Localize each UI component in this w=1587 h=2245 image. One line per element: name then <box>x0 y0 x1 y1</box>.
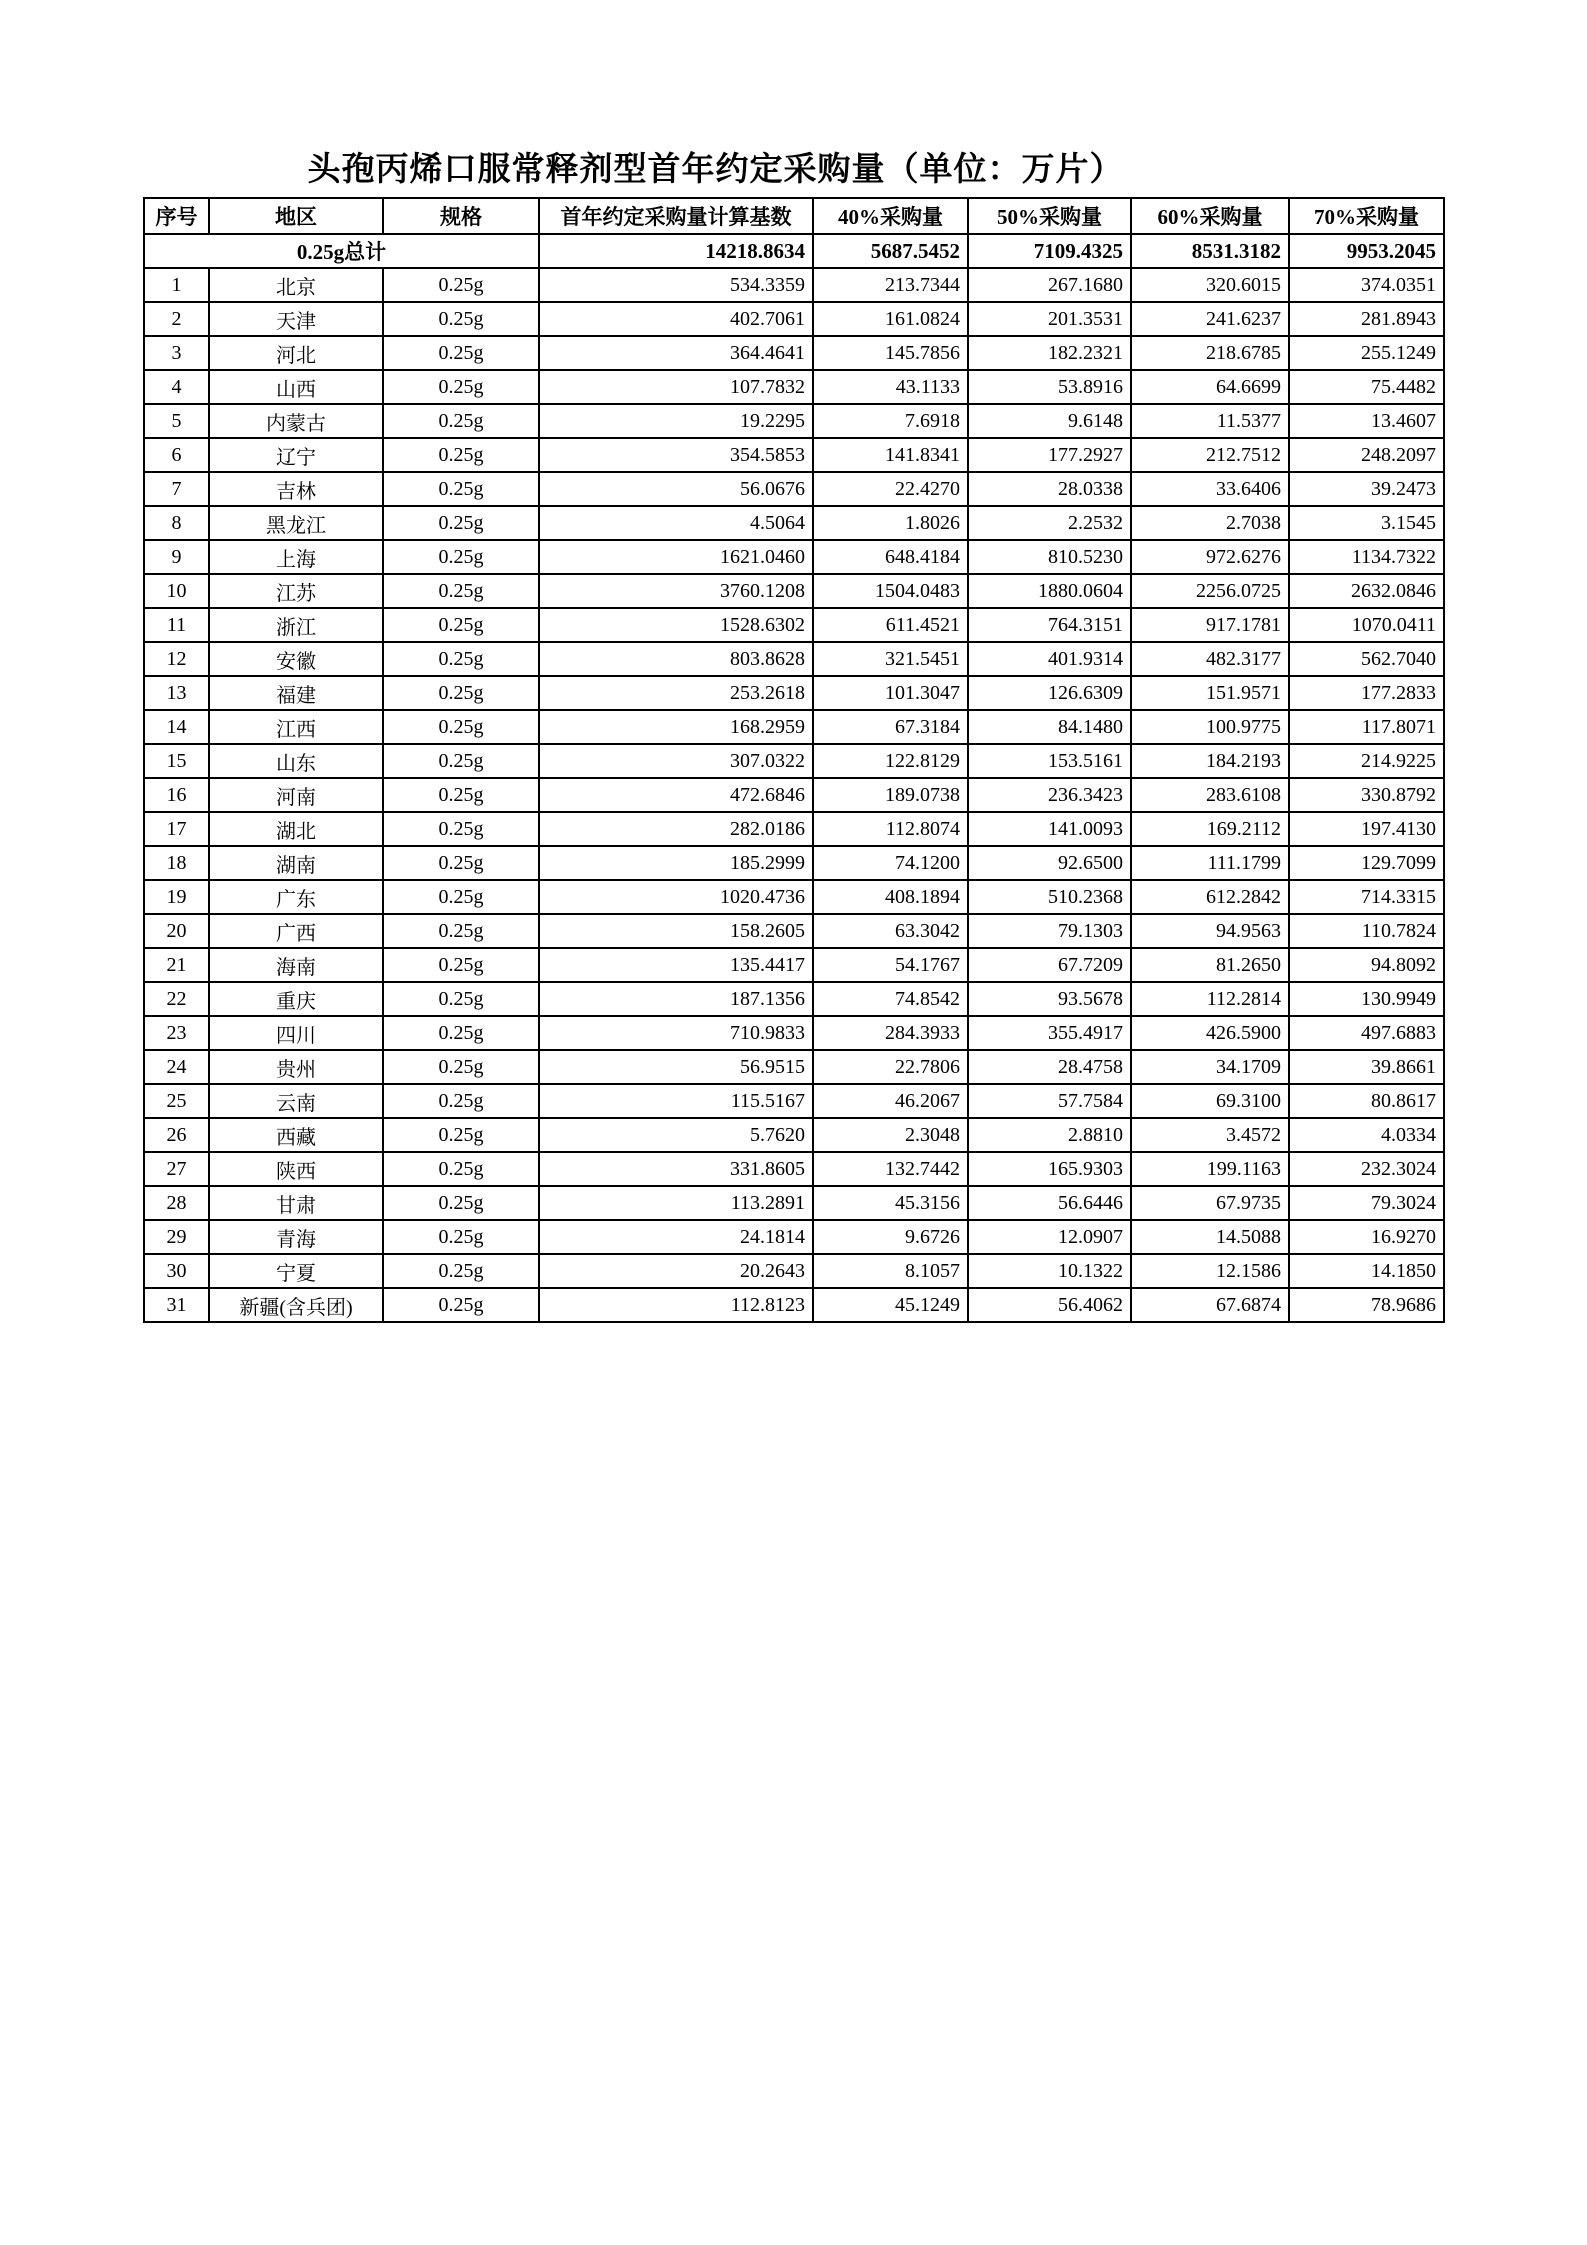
pct40-cell: 9.6726 <box>813 1220 968 1254</box>
spec-cell: 0.25g <box>383 778 539 812</box>
spec-cell: 0.25g <box>383 948 539 982</box>
row-index-cell: 11 <box>144 608 209 642</box>
spec-cell: 0.25g <box>383 1186 539 1220</box>
row-index-cell: 8 <box>144 506 209 540</box>
table-row <box>144 302 1444 336</box>
pct70-cell: 129.7099 <box>1289 846 1444 880</box>
pct70-cell: 214.9225 <box>1289 744 1444 778</box>
row-index-cell: 22 <box>144 982 209 1016</box>
row-index-cell: 15 <box>144 744 209 778</box>
pct60-cell: 81.2650 <box>1131 948 1289 982</box>
region-cell: 四川 <box>209 1016 383 1050</box>
table-row <box>144 506 1444 540</box>
pct40-cell: 611.4521 <box>813 608 968 642</box>
spec-cell: 0.25g <box>383 1152 539 1186</box>
row-index-cell: 17 <box>144 812 209 846</box>
col-header-region: 地区 <box>209 198 383 234</box>
table-row <box>144 778 1444 812</box>
total-40pct-cell: 5687.5452 <box>813 234 968 268</box>
region-cell: 江西 <box>209 710 383 744</box>
row-index-cell: 13 <box>144 676 209 710</box>
pct60-cell: 33.6406 <box>1131 472 1289 506</box>
spec-cell: 0.25g <box>383 438 539 472</box>
pct40-cell: 1.8026 <box>813 506 968 540</box>
base-cell: 113.2891 <box>539 1186 813 1220</box>
spec-cell: 0.25g <box>383 1288 539 1322</box>
region-cell: 北京 <box>209 268 383 302</box>
pct60-cell: 100.9775 <box>1131 710 1289 744</box>
pct70-cell: 248.2097 <box>1289 438 1444 472</box>
pct70-cell: 330.8792 <box>1289 778 1444 812</box>
row-index-cell: 21 <box>144 948 209 982</box>
table-row <box>144 880 1444 914</box>
row-index-cell: 18 <box>144 846 209 880</box>
pct70-cell: 14.1850 <box>1289 1254 1444 1288</box>
region-cell: 湖南 <box>209 846 383 880</box>
base-cell: 1621.0460 <box>539 540 813 574</box>
pct40-cell: 8.1057 <box>813 1254 968 1288</box>
spec-cell: 0.25g <box>383 574 539 608</box>
pct40-cell: 67.3184 <box>813 710 968 744</box>
region-cell: 黑龙江 <box>209 506 383 540</box>
spec-cell: 0.25g <box>383 880 539 914</box>
pct50-cell: 10.1322 <box>968 1254 1131 1288</box>
row-index-cell: 2 <box>144 302 209 336</box>
pct50-cell: 56.4062 <box>968 1288 1131 1322</box>
table-row <box>144 812 1444 846</box>
pct60-cell: 12.1586 <box>1131 1254 1289 1288</box>
region-cell: 山西 <box>209 370 383 404</box>
table-row <box>144 268 1444 302</box>
pct60-cell: 482.3177 <box>1131 642 1289 676</box>
pct40-cell: 7.6918 <box>813 404 968 438</box>
row-index-cell: 29 <box>144 1220 209 1254</box>
base-cell: 803.8628 <box>539 642 813 676</box>
pct50-cell: 126.6309 <box>968 676 1131 710</box>
region-cell: 山东 <box>209 744 383 778</box>
pct60-cell: 2256.0725 <box>1131 574 1289 608</box>
pct50-cell: 764.3151 <box>968 608 1131 642</box>
row-index-cell: 3 <box>144 336 209 370</box>
base-cell: 187.1356 <box>539 982 813 1016</box>
table-row <box>144 710 1444 744</box>
pct60-cell: 320.6015 <box>1131 268 1289 302</box>
spec-cell: 0.25g <box>383 1220 539 1254</box>
pct40-cell: 161.0824 <box>813 302 968 336</box>
region-cell: 重庆 <box>209 982 383 1016</box>
region-cell: 内蒙古 <box>209 404 383 438</box>
table-row <box>144 948 1444 982</box>
spec-cell: 0.25g <box>383 336 539 370</box>
pct70-cell: 1070.0411 <box>1289 608 1444 642</box>
base-cell: 307.0322 <box>539 744 813 778</box>
base-cell: 364.4641 <box>539 336 813 370</box>
spec-cell: 0.25g <box>383 472 539 506</box>
pct70-cell: 110.7824 <box>1289 914 1444 948</box>
region-cell: 辽宁 <box>209 438 383 472</box>
pct70-cell: 714.3315 <box>1289 880 1444 914</box>
row-index-cell: 16 <box>144 778 209 812</box>
pct50-cell: 401.9314 <box>968 642 1131 676</box>
pct40-cell: 321.5451 <box>813 642 968 676</box>
pct60-cell: 283.6108 <box>1131 778 1289 812</box>
pct40-cell: 2.3048 <box>813 1118 968 1152</box>
pct60-cell: 612.2842 <box>1131 880 1289 914</box>
spec-cell: 0.25g <box>383 370 539 404</box>
pct70-cell: 80.8617 <box>1289 1084 1444 1118</box>
pct50-cell: 267.1680 <box>968 268 1131 302</box>
procurement-table <box>143 197 1445 1323</box>
pct40-cell: 74.1200 <box>813 846 968 880</box>
pct50-cell: 165.9303 <box>968 1152 1131 1186</box>
spec-cell: 0.25g <box>383 982 539 1016</box>
base-cell: 112.8123 <box>539 1288 813 1322</box>
spec-cell: 0.25g <box>383 1084 539 1118</box>
base-cell: 282.0186 <box>539 812 813 846</box>
row-index-cell: 23 <box>144 1016 209 1050</box>
table-row <box>144 1050 1444 1084</box>
spec-cell: 0.25g <box>383 302 539 336</box>
pct50-cell: 355.4917 <box>968 1016 1131 1050</box>
pct70-cell: 117.8071 <box>1289 710 1444 744</box>
region-cell: 湖北 <box>209 812 383 846</box>
pct50-cell: 93.5678 <box>968 982 1131 1016</box>
pct40-cell: 22.7806 <box>813 1050 968 1084</box>
pct60-cell: 151.9571 <box>1131 676 1289 710</box>
pct70-cell: 497.6883 <box>1289 1016 1444 1050</box>
region-cell: 天津 <box>209 302 383 336</box>
spec-cell: 0.25g <box>383 1118 539 1152</box>
pct60-cell: 241.6237 <box>1131 302 1289 336</box>
region-cell: 云南 <box>209 1084 383 1118</box>
spec-cell: 0.25g <box>383 846 539 880</box>
base-cell: 402.7061 <box>539 302 813 336</box>
pct50-cell: 92.6500 <box>968 846 1131 880</box>
pct40-cell: 22.4270 <box>813 472 968 506</box>
base-cell: 472.6846 <box>539 778 813 812</box>
base-cell: 107.7832 <box>539 370 813 404</box>
pct50-cell: 56.6446 <box>968 1186 1131 1220</box>
table-row <box>144 608 1444 642</box>
row-index-cell: 4 <box>144 370 209 404</box>
spec-cell: 0.25g <box>383 540 539 574</box>
base-cell: 4.5064 <box>539 506 813 540</box>
pct70-cell: 197.4130 <box>1289 812 1444 846</box>
pct40-cell: 63.3042 <box>813 914 968 948</box>
pct50-cell: 141.0093 <box>968 812 1131 846</box>
table-row <box>144 404 1444 438</box>
pct70-cell: 94.8092 <box>1289 948 1444 982</box>
pct50-cell: 28.4758 <box>968 1050 1131 1084</box>
spec-cell: 0.25g <box>383 744 539 778</box>
page-title: 头孢丙烯口服常释剂型首年约定采购量（单位：万片） <box>307 152 1124 188</box>
pct50-cell: 153.5161 <box>968 744 1131 778</box>
base-cell: 115.5167 <box>539 1084 813 1118</box>
base-cell: 19.2295 <box>539 404 813 438</box>
pct40-cell: 122.8129 <box>813 744 968 778</box>
region-cell: 西藏 <box>209 1118 383 1152</box>
region-cell: 陕西 <box>209 1152 383 1186</box>
table-row <box>144 1288 1444 1322</box>
pct60-cell: 184.2193 <box>1131 744 1289 778</box>
pct60-cell: 2.7038 <box>1131 506 1289 540</box>
pct60-cell: 34.1709 <box>1131 1050 1289 1084</box>
pct60-cell: 14.5088 <box>1131 1220 1289 1254</box>
base-cell: 710.9833 <box>539 1016 813 1050</box>
pct70-cell: 232.3024 <box>1289 1152 1444 1186</box>
pct40-cell: 648.4184 <box>813 540 968 574</box>
pct50-cell: 53.8916 <box>968 370 1131 404</box>
pct70-cell: 374.0351 <box>1289 268 1444 302</box>
pct40-cell: 45.3156 <box>813 1186 968 1220</box>
pct40-cell: 213.7344 <box>813 268 968 302</box>
pct40-cell: 45.1249 <box>813 1288 968 1322</box>
pct40-cell: 145.7856 <box>813 336 968 370</box>
pct60-cell: 212.7512 <box>1131 438 1289 472</box>
pct40-cell: 408.1894 <box>813 880 968 914</box>
pct50-cell: 57.7584 <box>968 1084 1131 1118</box>
region-cell: 吉林 <box>209 472 383 506</box>
pct50-cell: 12.0907 <box>968 1220 1131 1254</box>
region-cell: 广东 <box>209 880 383 914</box>
total-row <box>144 234 1444 268</box>
region-cell: 贵州 <box>209 1050 383 1084</box>
spec-cell: 0.25g <box>383 1254 539 1288</box>
pct40-cell: 74.8542 <box>813 982 968 1016</box>
pct50-cell: 1880.0604 <box>968 574 1131 608</box>
base-cell: 3760.1208 <box>539 574 813 608</box>
row-index-cell: 12 <box>144 642 209 676</box>
row-index-cell: 14 <box>144 710 209 744</box>
pct70-cell: 255.1249 <box>1289 336 1444 370</box>
base-cell: 135.4417 <box>539 948 813 982</box>
pct70-cell: 2632.0846 <box>1289 574 1444 608</box>
pct40-cell: 43.1133 <box>813 370 968 404</box>
pct40-cell: 54.1767 <box>813 948 968 982</box>
region-cell: 青海 <box>209 1220 383 1254</box>
pct70-cell: 281.8943 <box>1289 302 1444 336</box>
spec-cell: 0.25g <box>383 676 539 710</box>
base-cell: 56.0676 <box>539 472 813 506</box>
row-index-cell: 28 <box>144 1186 209 1220</box>
table-row <box>144 914 1444 948</box>
base-cell: 24.1814 <box>539 1220 813 1254</box>
col-header-50pct: 50%采购量 <box>968 198 1131 234</box>
total-60pct-cell: 8531.3182 <box>1131 234 1289 268</box>
pct40-cell: 189.0738 <box>813 778 968 812</box>
pct60-cell: 111.1799 <box>1131 846 1289 880</box>
base-cell: 534.3359 <box>539 268 813 302</box>
pct50-cell: 28.0338 <box>968 472 1131 506</box>
region-cell: 福建 <box>209 676 383 710</box>
spec-cell: 0.25g <box>383 914 539 948</box>
table-row <box>144 472 1444 506</box>
pct70-cell: 13.4607 <box>1289 404 1444 438</box>
pct50-cell: 236.3423 <box>968 778 1131 812</box>
base-cell: 331.8605 <box>539 1152 813 1186</box>
pct60-cell: 199.1163 <box>1131 1152 1289 1186</box>
table-row <box>144 1220 1444 1254</box>
base-cell: 1020.4736 <box>539 880 813 914</box>
col-header-index: 序号 <box>144 198 209 234</box>
region-cell: 甘肃 <box>209 1186 383 1220</box>
pct50-cell: 79.1303 <box>968 914 1131 948</box>
pct70-cell: 39.8661 <box>1289 1050 1444 1084</box>
pct60-cell: 112.2814 <box>1131 982 1289 1016</box>
table-row <box>144 676 1444 710</box>
pct60-cell: 426.5900 <box>1131 1016 1289 1050</box>
pct40-cell: 284.3933 <box>813 1016 968 1050</box>
pct60-cell: 67.9735 <box>1131 1186 1289 1220</box>
table-row <box>144 1254 1444 1288</box>
total-row-label: 0.25g总计 <box>144 234 539 268</box>
header-row <box>144 198 1444 234</box>
base-cell: 5.7620 <box>539 1118 813 1152</box>
pct60-cell: 218.6785 <box>1131 336 1289 370</box>
row-index-cell: 20 <box>144 914 209 948</box>
region-cell: 河北 <box>209 336 383 370</box>
base-cell: 20.2643 <box>539 1254 813 1288</box>
pct40-cell: 46.2067 <box>813 1084 968 1118</box>
pct50-cell: 9.6148 <box>968 404 1131 438</box>
region-cell: 广西 <box>209 914 383 948</box>
row-index-cell: 27 <box>144 1152 209 1186</box>
pct60-cell: 94.9563 <box>1131 914 1289 948</box>
pct40-cell: 112.8074 <box>813 812 968 846</box>
table-row <box>144 1186 1444 1220</box>
row-index-cell: 19 <box>144 880 209 914</box>
base-cell: 185.2999 <box>539 846 813 880</box>
pct60-cell: 69.3100 <box>1131 1084 1289 1118</box>
base-cell: 168.2959 <box>539 710 813 744</box>
base-cell: 1528.6302 <box>539 608 813 642</box>
col-header-60pct: 60%采购量 <box>1131 198 1289 234</box>
region-cell: 宁夏 <box>209 1254 383 1288</box>
col-header-40pct: 40%采购量 <box>813 198 968 234</box>
base-cell: 56.9515 <box>539 1050 813 1084</box>
spec-cell: 0.25g <box>383 1016 539 1050</box>
pct60-cell: 11.5377 <box>1131 404 1289 438</box>
table-row <box>144 846 1444 880</box>
spec-cell: 0.25g <box>383 710 539 744</box>
region-cell: 浙江 <box>209 608 383 642</box>
col-header-70pct: 70%采购量 <box>1289 198 1444 234</box>
spec-cell: 0.25g <box>383 404 539 438</box>
row-index-cell: 9 <box>144 540 209 574</box>
pct50-cell: 810.5230 <box>968 540 1131 574</box>
pct50-cell: 84.1480 <box>968 710 1131 744</box>
pct70-cell: 177.2833 <box>1289 676 1444 710</box>
pct40-cell: 141.8341 <box>813 438 968 472</box>
col-header-spec: 规格 <box>383 198 539 234</box>
pct40-cell: 132.7442 <box>813 1152 968 1186</box>
pct50-cell: 177.2927 <box>968 438 1131 472</box>
table-row <box>144 982 1444 1016</box>
region-cell: 海南 <box>209 948 383 982</box>
pct60-cell: 64.6699 <box>1131 370 1289 404</box>
pct70-cell: 4.0334 <box>1289 1118 1444 1152</box>
table-row <box>144 642 1444 676</box>
total-base-cell: 14218.8634 <box>539 234 813 268</box>
pct60-cell: 169.2112 <box>1131 812 1289 846</box>
pct50-cell: 2.8810 <box>968 1118 1131 1152</box>
pct60-cell: 972.6276 <box>1131 540 1289 574</box>
col-header-base: 首年约定采购量计算基数 <box>539 198 813 234</box>
table-row <box>144 1152 1444 1186</box>
base-cell: 253.2618 <box>539 676 813 710</box>
table-row <box>144 1016 1444 1050</box>
row-index-cell: 25 <box>144 1084 209 1118</box>
base-cell: 158.2605 <box>539 914 813 948</box>
base-cell: 354.5853 <box>539 438 813 472</box>
spec-cell: 0.25g <box>383 506 539 540</box>
spec-cell: 0.25g <box>383 268 539 302</box>
row-index-cell: 26 <box>144 1118 209 1152</box>
table-row <box>144 574 1444 608</box>
pct60-cell: 3.4572 <box>1131 1118 1289 1152</box>
table-row <box>144 1084 1444 1118</box>
pct60-cell: 67.6874 <box>1131 1288 1289 1322</box>
spec-cell: 0.25g <box>383 608 539 642</box>
pct70-cell: 16.9270 <box>1289 1220 1444 1254</box>
row-index-cell: 30 <box>144 1254 209 1288</box>
pct70-cell: 79.3024 <box>1289 1186 1444 1220</box>
total-70pct-cell: 9953.2045 <box>1289 234 1444 268</box>
region-cell: 江苏 <box>209 574 383 608</box>
table-row <box>144 1118 1444 1152</box>
spec-cell: 0.25g <box>383 1050 539 1084</box>
pct40-cell: 101.3047 <box>813 676 968 710</box>
pct40-cell: 1504.0483 <box>813 574 968 608</box>
row-index-cell: 24 <box>144 1050 209 1084</box>
pct50-cell: 67.7209 <box>968 948 1131 982</box>
row-index-cell: 7 <box>144 472 209 506</box>
region-cell: 上海 <box>209 540 383 574</box>
region-cell: 河南 <box>209 778 383 812</box>
table-row <box>144 744 1444 778</box>
row-index-cell: 31 <box>144 1288 209 1322</box>
spec-cell: 0.25g <box>383 642 539 676</box>
pct50-cell: 2.2532 <box>968 506 1131 540</box>
pct50-cell: 182.2321 <box>968 336 1131 370</box>
table-row <box>144 540 1444 574</box>
region-cell: 安徽 <box>209 642 383 676</box>
pct70-cell: 75.4482 <box>1289 370 1444 404</box>
total-50pct-cell: 7109.4325 <box>968 234 1131 268</box>
pct70-cell: 3.1545 <box>1289 506 1444 540</box>
row-index-cell: 6 <box>144 438 209 472</box>
row-index-cell: 10 <box>144 574 209 608</box>
spec-cell: 0.25g <box>383 812 539 846</box>
row-index-cell: 5 <box>144 404 209 438</box>
pct60-cell: 917.1781 <box>1131 608 1289 642</box>
pct50-cell: 201.3531 <box>968 302 1131 336</box>
pct70-cell: 78.9686 <box>1289 1288 1444 1322</box>
table-row <box>144 336 1444 370</box>
pct70-cell: 1134.7322 <box>1289 540 1444 574</box>
pct70-cell: 39.2473 <box>1289 472 1444 506</box>
pct50-cell: 510.2368 <box>968 880 1131 914</box>
table-row <box>144 370 1444 404</box>
table-row <box>144 438 1444 472</box>
region-cell: 新疆(含兵团) <box>209 1288 383 1322</box>
pct70-cell: 130.9949 <box>1289 982 1444 1016</box>
pct70-cell: 562.7040 <box>1289 642 1444 676</box>
row-index-cell: 1 <box>144 268 209 302</box>
